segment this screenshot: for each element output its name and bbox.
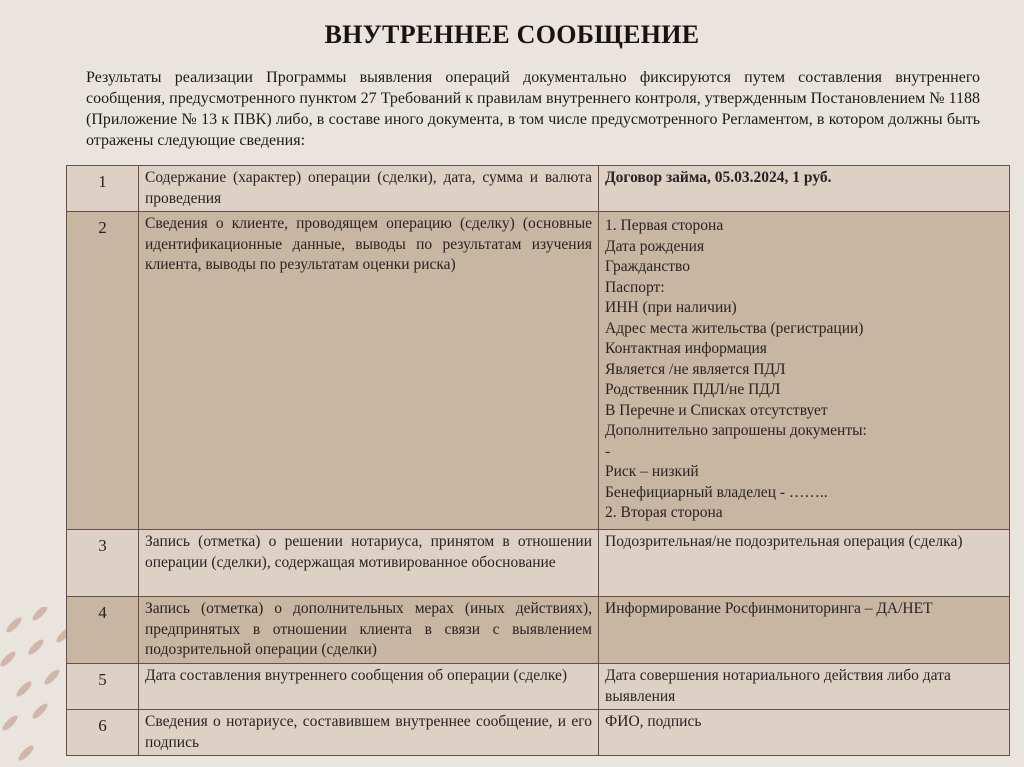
row-description: Сведения о нотариусе, составившем внутреннее сообщение, и его подпись bbox=[139, 710, 599, 756]
row-number: 1 bbox=[67, 166, 139, 212]
value-line: Дополнительно запрошены документы: bbox=[605, 422, 867, 439]
table-row bbox=[67, 710, 1010, 756]
row-number: 6 bbox=[67, 710, 139, 756]
value-line: Адрес места жительства (регистрации) bbox=[605, 319, 864, 337]
table-row bbox=[67, 212, 1010, 530]
row-description: Запись (отметка) о дополнительных мерах (иных действиях), предпринятых в отношении клиента в связи с выявлением подозрительной операции (сделки) bbox=[139, 597, 599, 664]
row-number: 5 bbox=[67, 664, 139, 710]
table-row bbox=[67, 664, 1010, 710]
row-value-list bbox=[599, 212, 1010, 530]
value-line: Бенефициарный владелец - …….. bbox=[605, 483, 828, 501]
row-number: 2 bbox=[67, 212, 139, 530]
info-table bbox=[66, 165, 1010, 756]
row-description: Дата составления внутреннего сообщения об операции (сделке) bbox=[139, 664, 599, 710]
value-line: Родственник ПДЛ/не ПДЛ bbox=[605, 381, 781, 398]
table-row bbox=[67, 597, 1010, 664]
value-line: В Перечне и Списках отсутствует bbox=[605, 401, 828, 419]
row-number: 4 bbox=[67, 597, 139, 664]
row-value: Подозрительная/не подозрительная операция (сделка) bbox=[599, 530, 1010, 597]
row-value: Информирование Росфинмониторинга – ДА/НЕТ bbox=[599, 597, 1010, 664]
row-value: Дата совершения нотариального действия либо дата выявления bbox=[599, 664, 1010, 710]
row-value: Договор займа, 05.03.2024, 1 руб. bbox=[599, 166, 1010, 212]
row-value: ФИО, подпись bbox=[599, 710, 1010, 756]
table-row bbox=[67, 166, 1010, 212]
intro-paragraph: Результаты реализации Программы выявления операций документально фиксируются путем составления внутреннего сообщения, предусмотренного пунктом 27 Требований к правилам внутреннего контроля, утвержденным Постановлением № 1188 (Приложение № 13 к ПВК) либо, в составе иного документа, в том числе предусмотренного Регламентом, в котором должны быть отражены следующие сведения: bbox=[86, 69, 980, 149]
value-line: 1. Первая сторона bbox=[605, 217, 724, 234]
value-line: Паспорт: bbox=[605, 278, 665, 296]
row-description: Сведения о клиенте, проводящем операцию (сделку) (основные идентификационные данные, выводы по результатам изучения клиента, выводы по результатам оценки риска) bbox=[139, 212, 599, 530]
value-line: - bbox=[605, 442, 611, 460]
value-line: ИНН (при наличии) bbox=[605, 299, 737, 316]
row-description: Запись (отметка) о решении нотариуса, принятом в отношении операции (сделки), содержащая мотивированное обоснование bbox=[139, 530, 599, 597]
value-line: Риск – низкий bbox=[605, 463, 699, 480]
row-description: Содержание (характер) операции (сделки), дата, сумма и валюта проведения bbox=[139, 166, 599, 212]
page-title: ВНУТРЕННЕЕ СООБЩЕНИЕ bbox=[324, 20, 700, 49]
value-line: Дата рождения bbox=[605, 237, 705, 255]
row-number: 3 bbox=[67, 530, 139, 597]
value-line: 2. Вторая сторона bbox=[605, 504, 723, 521]
value-line: Является /не является ПДЛ bbox=[605, 360, 786, 378]
value-line: Гражданство bbox=[605, 258, 691, 275]
table-row bbox=[67, 530, 1010, 597]
value-line: Контактная информация bbox=[605, 340, 767, 357]
